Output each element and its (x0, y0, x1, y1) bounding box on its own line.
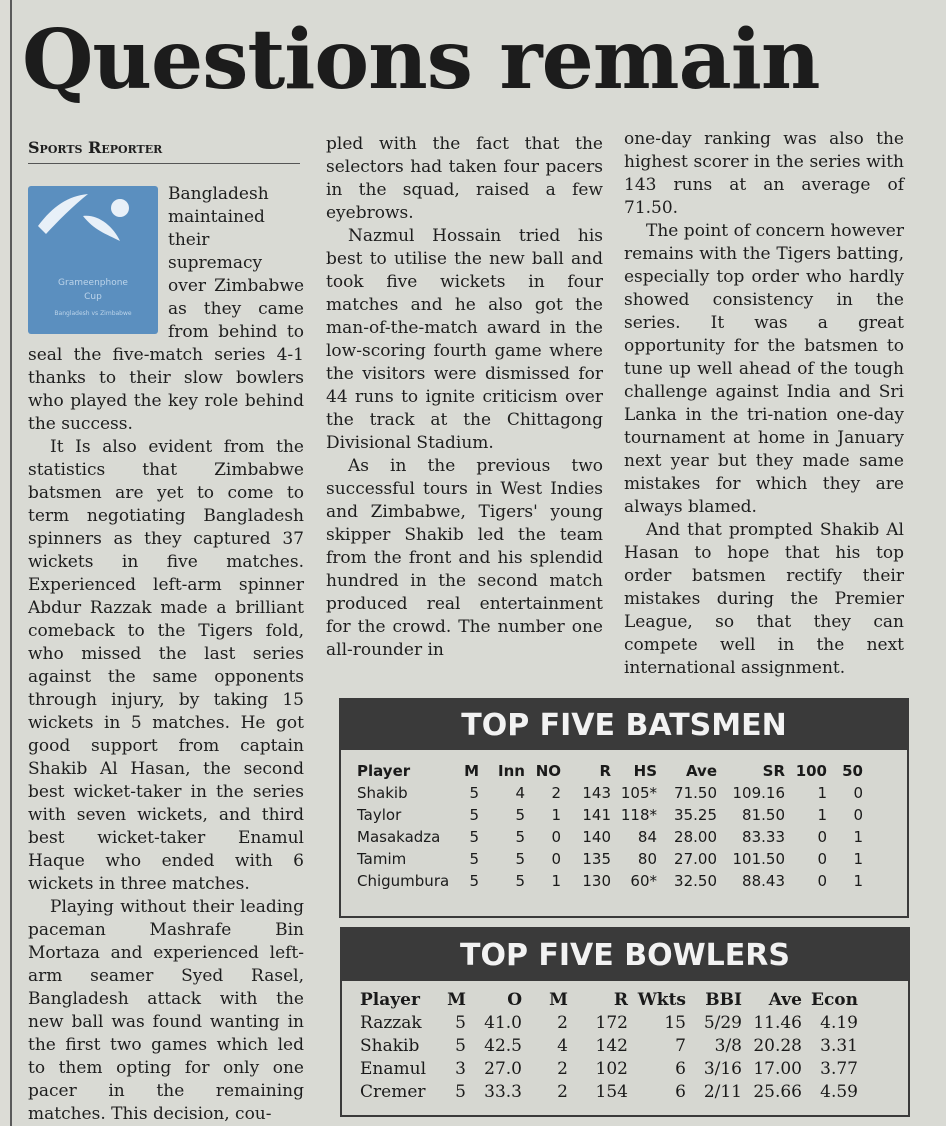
table-cell: 3.31 (820, 1036, 858, 1056)
table-cell: 0 (853, 784, 863, 802)
column-header: 100 (795, 762, 827, 780)
table-cell: 83.33 (742, 828, 785, 846)
table-row (357, 848, 863, 870)
column-header: R (599, 762, 611, 780)
table-cell: 4.19 (820, 1013, 858, 1033)
top-batsmen-table (339, 698, 909, 918)
table-cell: 6 (675, 1082, 686, 1102)
logo-text-cup: Cup (84, 292, 102, 302)
column-header: M (464, 762, 479, 780)
table-cell: 4.59 (820, 1082, 858, 1102)
column-header: HS (633, 762, 657, 780)
table-cell: Shakib (360, 1036, 420, 1056)
table-cell: 3 (455, 1059, 466, 1079)
article-paragraph: pled with the fact that the selectors had taken four pacers in the squad, raised a few eyebrows. (326, 134, 603, 223)
article-paragraph: one-day ranking was also the highest scorer in the series with 143 runs at an average of 71.50. (624, 129, 904, 218)
article-paragraph: It Is also evident from the statistics that Zimbabwe batsmen are yet to come to term negotiating Bangladesh spinners as they captured 37 wickets in five matches. Experienced left-arm spinner Abdur Razzak made a brilliant comeback to the Tigers fold, who missed the last series against the same opponents through injury, by taking 15 wickets in 5 matches. He got good support from captain Shakib Al Hasan, the second best wicket-taker in the series with seven wickets, and third best wicket-taker Enamul Haque who ended with 6 wickets in three matches. (28, 437, 304, 894)
article-column-2 (326, 133, 603, 662)
table-cell: 2 (557, 1059, 568, 1079)
table-cell: Enamul (360, 1059, 426, 1079)
table-cell: 41.0 (484, 1013, 522, 1033)
table-cell: 3/16 (703, 1059, 742, 1079)
table-cell: 1 (853, 850, 863, 868)
logo-wrap-space (28, 183, 168, 343)
table-cell: 32.50 (674, 872, 717, 890)
logo-text-brand: Grameenphone (58, 278, 128, 288)
table-cell: 4 (557, 1036, 568, 1056)
table-row (360, 1058, 858, 1081)
column-header: Econ (810, 990, 858, 1010)
table-cell: 102 (595, 1059, 628, 1079)
column-header: M (447, 990, 466, 1010)
table-cell: 5 (455, 1013, 466, 1033)
table-cell: 15 (664, 1013, 686, 1033)
column-header: Wkts (637, 990, 686, 1010)
table-cell: Taylor (357, 806, 402, 824)
column-header: NO (535, 762, 561, 780)
table-cell: 142 (595, 1036, 628, 1056)
table-cell: 5 (469, 806, 479, 824)
article-paragraph: Bangladesh maintained their supremacy over Zimbabwe as they came from behind to seal the five-match series 4-1 thanks to their slow bowlers who played the key role behind the success. (28, 184, 304, 434)
logo-text-sub: Bangladesh vs Zimbabwe (54, 310, 132, 317)
bowlers-stats (360, 989, 858, 1104)
table-cell: 101.50 (732, 850, 785, 868)
table-cell: 1 (551, 872, 561, 890)
table-cell: 80 (637, 850, 657, 868)
table-cell: 2 (551, 784, 561, 802)
table-cell: Masakadza (357, 828, 441, 846)
table-cell: 109.16 (732, 784, 785, 802)
column-header: BBI (705, 990, 742, 1010)
table-cell: 0 (817, 872, 827, 890)
article-paragraph: Nazmul Hossain tried his best to utilise the new ball and took five wickets in four matches and he also got the man-of-the-match award in the low-scoring fourth game where the visitors were dismissed for 44 runs to ignite criticism over the track at the Chittagong Divisional Stadium. (326, 226, 603, 453)
table-cell: 27.00 (674, 850, 717, 868)
column-header: O (507, 990, 522, 1010)
article-paragraph: And that prompted Shakib Al Hasan to hope that his top order batsmen rectify their mistakes during the Premier League, so that they can compete well in the next international assignment. (624, 520, 904, 678)
table-cell: 105* (620, 784, 657, 802)
table-cell: 11.46 (753, 1013, 802, 1033)
table-row (360, 1081, 858, 1104)
article-paragraph: Playing without their leading paceman Mashrafe Bin Mortaza and experienced left-arm seamer Syed Rasel, Bangladesh attack with the new ball was found wanting in the first two games which led to them opting for only one pacer in the remaining matches. This decision, cou- (28, 897, 304, 1124)
column-header: Player (357, 762, 411, 780)
table-cell: 0 (817, 828, 827, 846)
column-header: SR (762, 762, 785, 780)
table-cell: 35.25 (674, 806, 717, 824)
table-cell: 130 (582, 872, 611, 890)
table-cell: 60* (630, 872, 657, 890)
table-cell: 84 (637, 828, 657, 846)
table-cell: 1 (551, 806, 561, 824)
batsmen-stats (357, 760, 863, 892)
table-cell: 135 (582, 850, 611, 868)
table-cell: 1 (817, 784, 827, 802)
table-cell: 1 (853, 872, 863, 890)
table-row (357, 804, 863, 826)
table-cell: 5 (515, 806, 525, 824)
table-cell: 141 (582, 806, 611, 824)
table-cell: 88.43 (742, 872, 785, 890)
batsmen-table-title: TOP FIVE BATSMEN (341, 700, 907, 750)
table-cell: 42.5 (484, 1036, 522, 1056)
table-cell: 27.0 (484, 1059, 522, 1079)
table-row (360, 1035, 858, 1058)
table-cell: 0 (817, 850, 827, 868)
table-cell: 2 (557, 1013, 568, 1033)
table-cell: 5 (469, 872, 479, 890)
column-header: M (549, 990, 568, 1010)
column-header: Inn (498, 762, 525, 780)
article-column-1 (28, 183, 304, 1126)
table-cell: Razzak (360, 1013, 422, 1033)
table-row (357, 782, 863, 804)
table-cell: 154 (595, 1082, 628, 1102)
table-cell: 4 (515, 784, 525, 802)
table-cell: 0 (551, 828, 561, 846)
column-header: Ave (768, 990, 802, 1010)
column-header: R (613, 990, 628, 1010)
table-cell: 172 (595, 1013, 628, 1033)
byline: Sports Reporter (28, 138, 300, 164)
table-cell: Tamim (357, 850, 407, 868)
table-cell: 28.00 (674, 828, 717, 846)
table-cell: Cremer (360, 1082, 426, 1102)
table-cell: 0 (853, 806, 863, 824)
table-cell: 81.50 (742, 806, 785, 824)
table-row (357, 826, 863, 848)
table-cell: 5 (515, 872, 525, 890)
table-cell: Chigumbura (357, 872, 450, 890)
table-cell: 17.00 (753, 1059, 802, 1079)
table-cell: 5 (515, 828, 525, 846)
table-cell: 118* (620, 806, 657, 824)
table-cell: 5/29 (703, 1013, 742, 1033)
column-header: 50 (842, 762, 863, 780)
table-cell: 2/11 (703, 1082, 742, 1102)
table-cell: Shakib (357, 784, 408, 802)
table-cell: 3.77 (820, 1059, 858, 1079)
table-cell: 5 (455, 1082, 466, 1102)
headline: Questions remain (22, 12, 820, 108)
table-cell: 5 (469, 784, 479, 802)
table-cell: 1 (817, 806, 827, 824)
article-paragraph: The point of concern however remains with the Tigers batting, especially top order who hardly showed consistency in the series. It was a great opportunity for the batsmen to tune up well ahead of the tough challenge against India and Sri Lanka in the tri-nation one-day tournament at home in January next year but they made same mistakes for which they are always blamed. (624, 221, 904, 517)
article-paragraph: As in the previous two successful tours in West Indies and Zimbabwe, Tigers' young skipper Shakib led the team from the front and his splendid hundred in the second match produced real entertainment for the crowd. The number one all-rounder in (326, 456, 603, 660)
table-cell: 5 (515, 850, 525, 868)
table-cell: 20.28 (753, 1036, 802, 1056)
table-row (357, 870, 863, 892)
table-cell: 25.66 (753, 1082, 802, 1102)
table-cell: 143 (582, 784, 611, 802)
table-cell: 71.50 (674, 784, 717, 802)
table-cell: 2 (557, 1082, 568, 1102)
top-bowlers-table (340, 927, 910, 1117)
table-row (360, 1012, 858, 1035)
table-cell: 0 (551, 850, 561, 868)
table-cell: 3/8 (714, 1036, 742, 1056)
table-cell: 5 (469, 828, 479, 846)
table-cell: 7 (675, 1036, 686, 1056)
table-cell: 140 (582, 828, 611, 846)
table-cell: 33.3 (484, 1082, 522, 1102)
table-cell: 1 (853, 828, 863, 846)
table-cell: 5 (455, 1036, 466, 1056)
bowlers-table-title: TOP FIVE BOWLERS (342, 929, 908, 981)
table-cell: 6 (675, 1059, 686, 1079)
column-header: Ave (685, 762, 717, 780)
article-column-3 (624, 128, 904, 680)
table-cell: 5 (469, 850, 479, 868)
column-header: Player (360, 990, 420, 1010)
